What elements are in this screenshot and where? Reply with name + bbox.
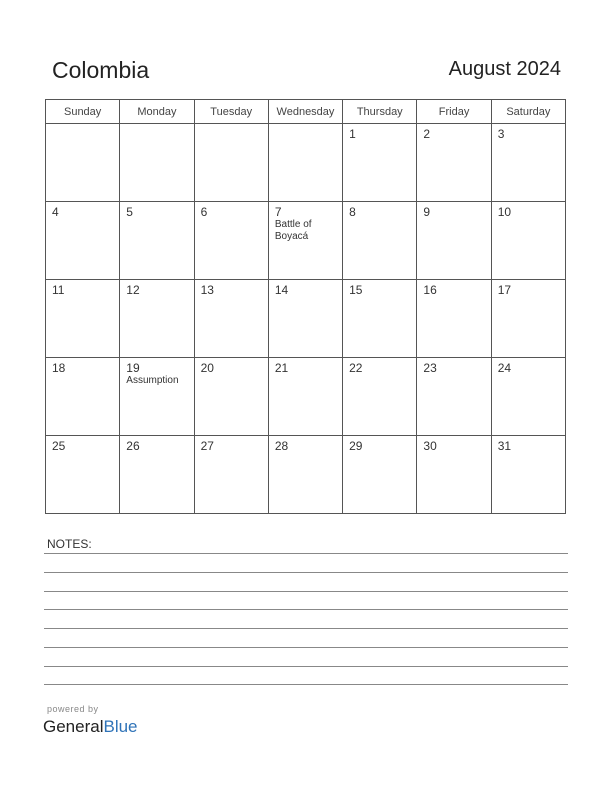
day-number [195,124,268,127]
day-cell [268,358,342,436]
day-cell [194,124,268,202]
day-number: 25 [52,439,66,453]
day-cell [417,436,491,514]
note-line [44,572,568,573]
day-cell [46,436,120,514]
note-line [44,553,568,554]
day-cell [194,202,268,280]
day-number: 31 [497,439,512,453]
day-number: 23 [423,361,437,375]
week-row [46,124,566,202]
day-cell [194,280,268,358]
day-number: 9 [423,205,431,219]
day-number: 7 [274,205,282,219]
day-number: 30 [423,439,437,453]
day-number: 26 [126,439,140,453]
day-cell [268,202,342,280]
generalblue-logo [43,716,138,738]
day-number: 18 [52,361,66,375]
day-cell [46,124,120,202]
note-line [44,591,568,592]
notes-label: NOTES: [47,537,92,551]
day-number: 1 [349,127,356,141]
day-cell [417,124,491,202]
day-cell [491,202,565,280]
day-number: 12 [126,283,140,297]
note-line [44,684,568,685]
day-cell [120,280,194,358]
note-line [44,666,568,667]
day-cell [46,280,120,358]
calendar-grid [45,99,566,514]
day-cell [491,280,565,358]
weekday-wednesday: Wednesday [268,100,342,124]
holiday-label: Battle of Boyacá [274,219,312,242]
day-number: 27 [200,439,214,453]
day-number: 20 [200,361,214,375]
day-cell [343,280,417,358]
day-cell [194,358,268,436]
weekday-monday: Monday [120,100,194,124]
week-row [46,280,566,358]
day-cell [343,124,417,202]
day-number: 16 [423,283,437,297]
day-cell [417,202,491,280]
day-cell [491,124,565,202]
day-cell [343,202,417,280]
holiday-label: Assumption [126,375,179,386]
day-cell [343,436,417,514]
month-year-title: August 2024 [448,58,561,80]
day-cell [120,202,194,280]
weekday-thursday: Thursday [343,100,417,124]
day-cell [46,202,120,280]
day-number: 4 [52,205,59,219]
day-number [269,124,342,127]
day-cell [491,436,565,514]
day-cell [268,436,342,514]
note-line [44,609,568,610]
day-cell [417,358,491,436]
brand-general-text: General [43,717,104,736]
day-cell [120,436,194,514]
day-cell [491,358,565,436]
weekday-tuesday: Tuesday [194,100,268,124]
day-cell [343,358,417,436]
day-cell [120,358,194,436]
weekday-header-row [46,100,566,124]
weekday-saturday: Saturday [491,100,565,124]
day-number: 2 [423,127,431,141]
brand-blue-text: Blue [103,717,138,736]
day-number: 14 [274,283,289,297]
day-number: 11 [52,283,65,297]
day-number: 22 [349,361,363,375]
country-title: Colombia [52,57,150,83]
day-number: 15 [349,283,363,297]
day-number: 8 [349,205,356,219]
weekday-sunday: Sunday [46,100,120,124]
day-number: 29 [349,439,363,453]
day-number: 3 [497,127,505,141]
day-cell [46,358,120,436]
day-number: 10 [497,205,512,219]
day-number: 21 [274,361,289,375]
day-number: 19 [126,361,140,375]
day-number [46,124,119,127]
powered-by-label: powered by [47,704,99,714]
note-line [44,628,568,629]
week-row [46,202,566,280]
week-row [46,436,566,514]
day-cell [120,124,194,202]
day-number [120,124,193,127]
day-cell [417,280,491,358]
weekday-friday: Friday [417,100,491,124]
day-number: 5 [126,205,133,219]
day-number: 24 [497,361,512,375]
day-number: 17 [497,283,512,297]
day-number: 28 [274,439,289,453]
note-line [44,647,568,648]
day-cell [268,124,342,202]
day-number: 6 [200,205,208,219]
day-number: 13 [200,283,214,297]
week-row [46,358,566,436]
day-cell [194,436,268,514]
day-cell [268,280,342,358]
